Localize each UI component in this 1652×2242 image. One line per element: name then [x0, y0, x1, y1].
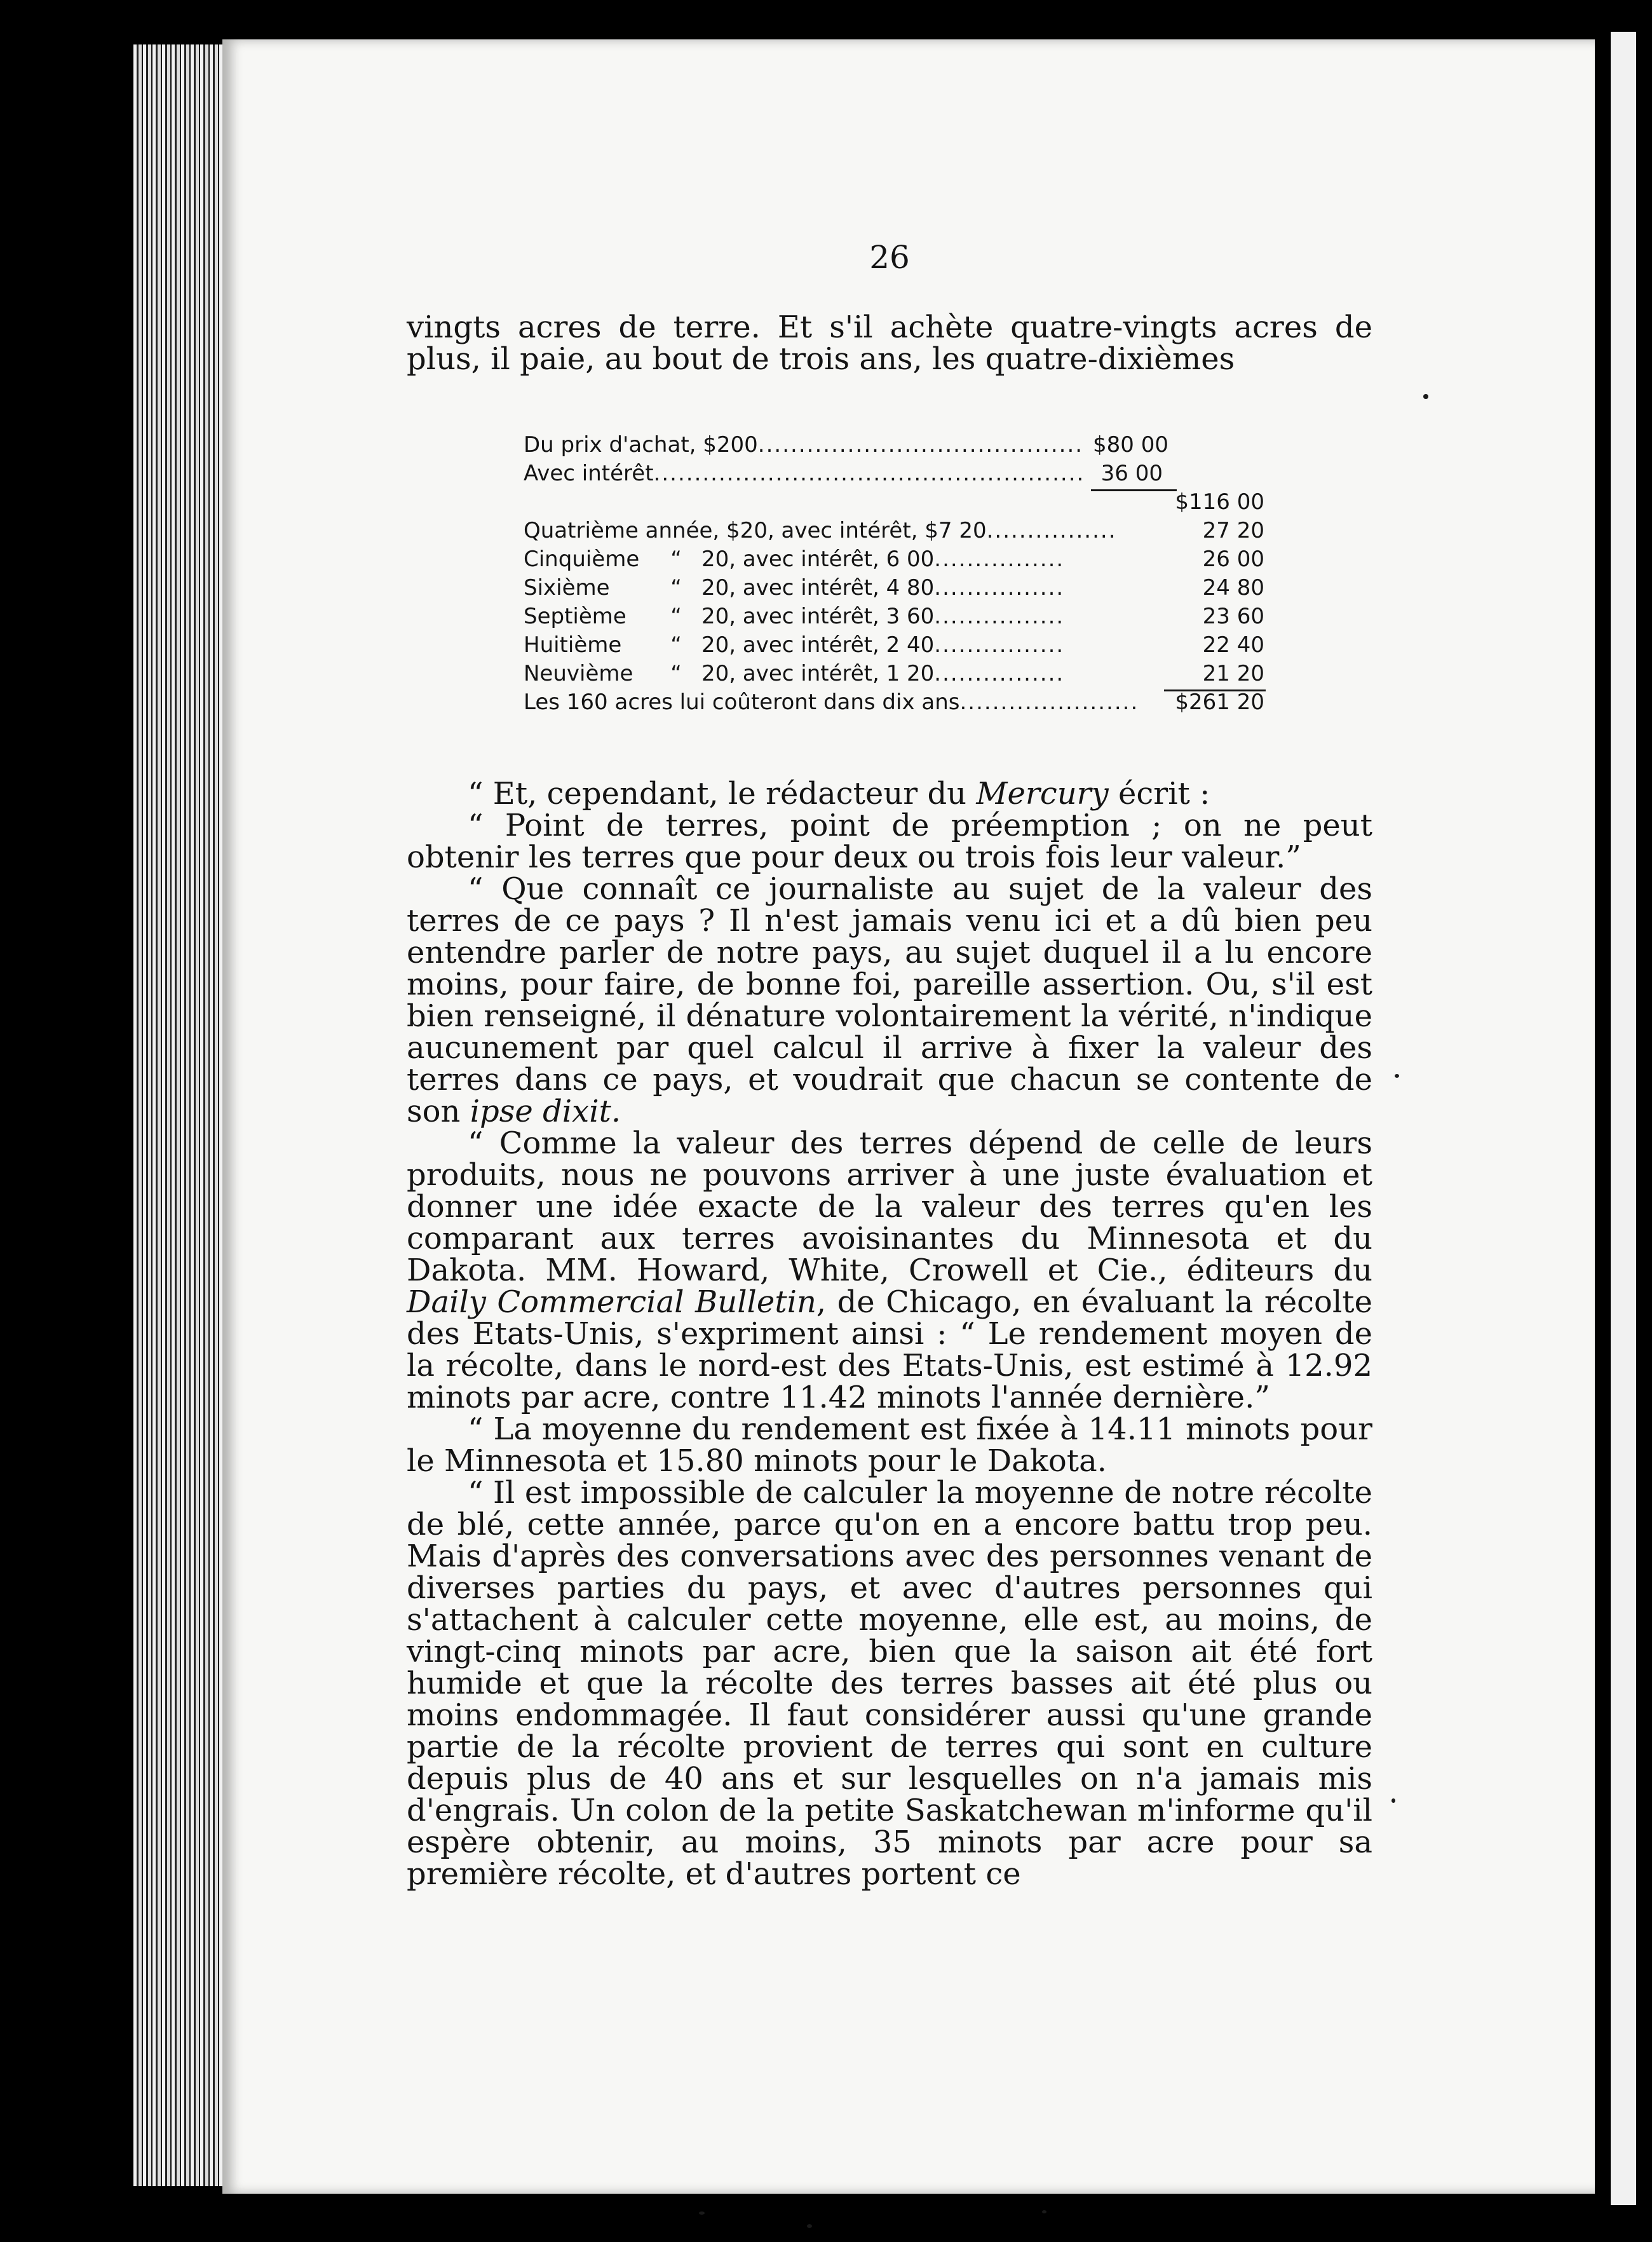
page-number: 26: [869, 239, 910, 276]
row-label: Du prix d'achat, $200: [524, 432, 758, 458]
row-total: [1163, 431, 1264, 459]
italic-title: Daily Commercial Bulletin: [407, 1284, 816, 1320]
ink-speck: [699, 2211, 705, 2215]
row-total: $116 00: [1175, 489, 1264, 515]
paragraph: “ Point de terres, point de préemption ; on ne peut obtenir les terres que pour deux ou trois fois leur valeur.”: [407, 808, 1372, 875]
ink-speck: [1391, 1798, 1395, 1803]
row-total: 22 40: [1202, 632, 1264, 658]
row-label: Sixième: [524, 575, 610, 601]
table-row: [524, 459, 1264, 488]
row-total: [1163, 459, 1264, 488]
table-row: [524, 517, 1264, 545]
row-total: 24 80: [1202, 575, 1264, 601]
table-row: [524, 431, 1264, 459]
row-detail: 20, avec intérêt, 4 80: [701, 575, 935, 601]
text-run: “ Et, cependant, le rédacteur du: [468, 776, 977, 812]
text-run: “ Comme la valeur des terres dépend de celle de leurs produits, nous ne pouvons arriver à une juste évaluation et donner une idée exacte de la valeur des terres qu'en les comparant aux terres avoisinantes du Minnesota et du Dakota. MM. Howard, White, Crowell et Cie., éditeurs du: [407, 1125, 1372, 1288]
paragraph: [407, 1127, 1372, 1413]
italic-title: Mercury: [976, 776, 1109, 812]
payment-table: [524, 431, 1264, 717]
italic-phrase: ipse dixit.: [470, 1094, 621, 1129]
table-row: [524, 602, 1264, 631]
leader-dots: ................: [986, 518, 1117, 543]
row-total: 23 60: [1202, 604, 1264, 629]
ditto-mark: “: [670, 547, 682, 572]
text-run: écrit :: [1108, 776, 1210, 812]
ditto-mark: “: [670, 632, 682, 658]
leader-dots: ................: [934, 661, 1065, 686]
paragraph: [407, 873, 1372, 1127]
row-detail: 20, avec intérêt, 3 60: [701, 604, 935, 629]
row-amount: $80 00: [1093, 432, 1168, 458]
leader-dots: ................: [934, 604, 1065, 629]
opposite-page-edge: [1611, 32, 1636, 2205]
table-row: [524, 631, 1264, 660]
row-detail: 20, avec intérêt, 1 20: [701, 661, 935, 686]
row-total: 26 00: [1202, 547, 1264, 572]
row-label: Huitième: [524, 632, 622, 658]
leader-dots: [524, 488, 1163, 517]
ink-speck: [1395, 1074, 1399, 1078]
leader-dots: ......................: [959, 690, 1139, 715]
leader-dots: ........................................: [757, 432, 1084, 458]
sum-rule: [1091, 489, 1177, 491]
total-amount: $261 20: [1175, 690, 1264, 715]
text-run: , de Chicago, en évaluant la récolte des Etats-Unis, s'expriment ainsi : “ Le rendement moyen de la récolte, dans le nord-est des Etats-Unis, est estimé à 12.92 minots par acre, contre 11.42 minots l'année dernière.”: [407, 1284, 1372, 1415]
total-rule: [1164, 690, 1266, 691]
row-detail: 20, avec intérêt, 6 00: [701, 547, 935, 572]
paragraph: [407, 778, 1372, 810]
row-label: Cinquième: [524, 547, 640, 572]
total-label: Les 160 acres lui coûteront dans dix ans: [524, 690, 960, 715]
leader-dots: ................: [934, 632, 1065, 658]
ink-speck: [1042, 2210, 1046, 2213]
row-detail: 20, avec intérêt, 2 40: [701, 632, 935, 658]
opening-paragraph: vingts acres de terre. Et s'il achète quatre-vingts acres de plus, il paie, au bout de trois ans, les quatre-dixièmes: [407, 309, 1372, 377]
row-label: Septième: [524, 604, 626, 629]
table-row: [524, 488, 1264, 517]
leader-dots: ................: [934, 547, 1065, 572]
ink-speck: [1423, 394, 1428, 399]
ditto-mark: “: [670, 575, 682, 601]
ditto-mark: “: [670, 604, 682, 629]
row-total: 21 20: [1202, 661, 1264, 686]
text-run: “ Que connaît ce journaliste au sujet de la valeur des terres de ce pays ? Il n'est jamais venu ici et a dû bien peu entendre parler de notre pays, au sujet duquel il a lu encore moins, pour faire, de bonne foi, pareille assertion. Ou, s'il est bien renseigné, il dénature volontairement la vérité, n'indique aucunement par quel calcul il arrive à fixer la valeur des terres dans ce pays, et voudrait que chacun se contente de son: [407, 871, 1372, 1129]
row-label: Neuvième: [524, 661, 633, 686]
leader-dots: .....................................................: [653, 461, 1085, 486]
row-total: 27 20: [1202, 518, 1264, 543]
paragraph: “ Il est impossible de calculer la moyenne de notre récolte de blé, cette année, parce qu'on en a encore battu trop peu. Mais d'après des conversations avec des personnes venant de diverses parties du pays, et avec d'autres personnes qui s'attachent à calculer cette moyenne, elle est, au moins, de vingt-cinq minots par acre, bien que la saison ait été fort humide et que la récolte des terres basses ait été plus ou moins endommagée. Il faut considérer aussi qu'une grande partie de la récolte provient de terres qui sont en culture depuis plus de 40 ans et sur lesquelles on n'a jamais mis d'engrais. Un colon de la petite Saskatchewan m'informe qu'il espère obtenir, au moins, 35 minots par acre pour sa première récolte, et d'autres portent ce: [407, 1475, 1372, 1892]
row-label: Avec intérêt: [524, 461, 654, 486]
leader-dots: ................: [934, 575, 1065, 601]
table-row: [524, 545, 1264, 574]
row-label: Quatrième année, $20, avec intérêt, $7 20: [524, 518, 987, 543]
ink-speck: [807, 2224, 812, 2228]
row-amount: 36 00: [1100, 461, 1163, 486]
table-row: [524, 574, 1264, 602]
paragraph: “ La moyenne du rendement est fixée à 14.11 minots pour le Minnesota et 15.80 minots pour le Dakota.: [407, 1411, 1372, 1479]
ditto-mark: “: [670, 661, 682, 686]
page-content: [407, 241, 1372, 1890]
table-row: [524, 660, 1264, 688]
total-row: [524, 688, 1264, 717]
